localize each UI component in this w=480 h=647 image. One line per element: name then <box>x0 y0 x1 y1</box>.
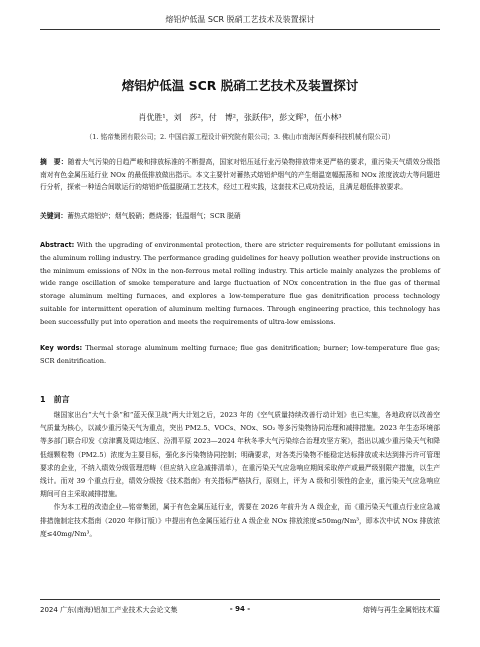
body-paragraph: 继国家出台“大气十条”和“蓝天保卫战”两大计划之后，2023 年的《空气质量持续改善行动计划》也已实施，各地政府以改善空气质量为核心，以减少重污染天气为重点，突出 PM2.5、VOCs、NOx、SO₂ 等多污染物协同治理和减排措施。2023 年生态环境部等多部门联合印发《京津冀及周边地区、汾渭平原 2023—2024 年秋冬季大气污染综合治理攻坚方案》，指出以减少重污染天气和降低细颗粒物（PM2.5）浓度为主要目标，强化多污染物协同控制；明确要求，对各类污染物不能稳定达标排放或未达到排污许可管理要求的企业，不纳入绩效分级管理范畴（但应纳入应急减排清单），在重污染天气应急响应期间采取停产或最严级别限产措施，以生产线计。而对 39 个重点行业，绩效分级按《技术指南》有关指标严格执行，原则上，评为 A 级和引领性的企业，重污染天气应急响应期间可自主采取减排措施。 <box>40 411 440 499</box>
abstract-cn-label: 摘 要： <box>40 158 68 166</box>
paper-title: 熔铝炉低温 SCR 脱硝工艺技术及装置探讨 <box>121 78 359 93</box>
abstract-en-label: Abstract: <box>40 241 75 249</box>
keywords-cn-label: 关键词： <box>40 212 68 220</box>
body-text <box>40 409 440 541</box>
body-paragraph: 作为本工程的改造企业—铭帝集团，属于有色金属压延行业，需要在 2026 年前升为 A 级企业，而《重污染天气重点行业应急减排措施制定技术指南（2020 年修订版）》中提出有色金属压延行业 A 级企业 NOx 排放浓度≤50mg/Nm³，即本次中试 NOx 排放浓度≤40mg/Nm³。 <box>40 503 440 538</box>
footer-proceedings: 2024 广东(南海)铝加工产业技术大会论文集 <box>40 606 178 614</box>
section-title: 前言 <box>53 395 70 404</box>
header-rule <box>40 29 440 30</box>
abstract-en <box>40 239 440 329</box>
keywords-en-text: Thermal storage aluminum melting furnace; flue gas denitrification; burner; low-temperature flue gas; SCR denitrification. <box>40 344 440 365</box>
keywords-en <box>40 342 440 368</box>
running-head: 熔铝炉低温 SCR 脱硝工艺技术及装置探讨 <box>165 15 315 24</box>
abstract-cn <box>40 156 440 194</box>
keywords-cn <box>40 210 440 223</box>
keywords-cn-text: 蓄热式熔铝炉；烟气脱硝；燃烧器；低温烟气；SCR 脱硝 <box>67 212 241 220</box>
section-heading <box>40 394 78 405</box>
abstract-cn-text: 随着大气污染的日趋严峻和排放标准的不断提高，国家对铝压延行业污染物排放带来更严格的要求，重污染天气绩效分级指南对有色金属压延行业 NOx 的最低排放做出指示。本文主要针对蓄热式熔铝炉烟气的产生烟温宽幅振荡和 NOx 浓度波动大等问题进行分析，探索一种适合间歇运行的熔铝炉低温脱硝工艺技术，经过工程实践，这套技术已成功投运，且满足超低排放要求。 <box>40 158 440 192</box>
author-list: 肖优胜¹，刘 莎²，付 博²，张跃伟³，彭文辉³，伍小林³ <box>138 113 342 122</box>
footer-rule <box>40 599 440 600</box>
abstract-en-text: With the upgrading of environmental protection, there are stricter requirements for pollutant emissions in the aluminum rolling industry. The performance grading guidelines for heavy pollution weather provide instructions on the minimum emissions of NOx in the non-ferrous metal rolling industry. This article mainly analyzes the problems of wide range oscillation of smoke temperature and large fluctuation of NOx concentration in the flue gas of thermal storage aluminum melting furnaces, and explores a low-temperature flue gas denitrification process technology suitable for intermittent operation of aluminum melting furnaces. Through engineering practice, this technology has been successfully put into operation and meets the requirements of ultra-low emissions. <box>40 241 440 326</box>
section-number: 1 <box>40 395 46 404</box>
footer-section: 熔铸与再生金属铝技术篇 <box>363 606 440 614</box>
affiliations: （1. 铭帝集团有限公司；2. 中国启源工程设计研究院有限公司；3. 佛山市南海区辉泰科技机械有限公司） <box>85 133 395 141</box>
keywords-en-label: Key words: <box>40 344 83 352</box>
page-number: - 94 - <box>229 605 251 613</box>
